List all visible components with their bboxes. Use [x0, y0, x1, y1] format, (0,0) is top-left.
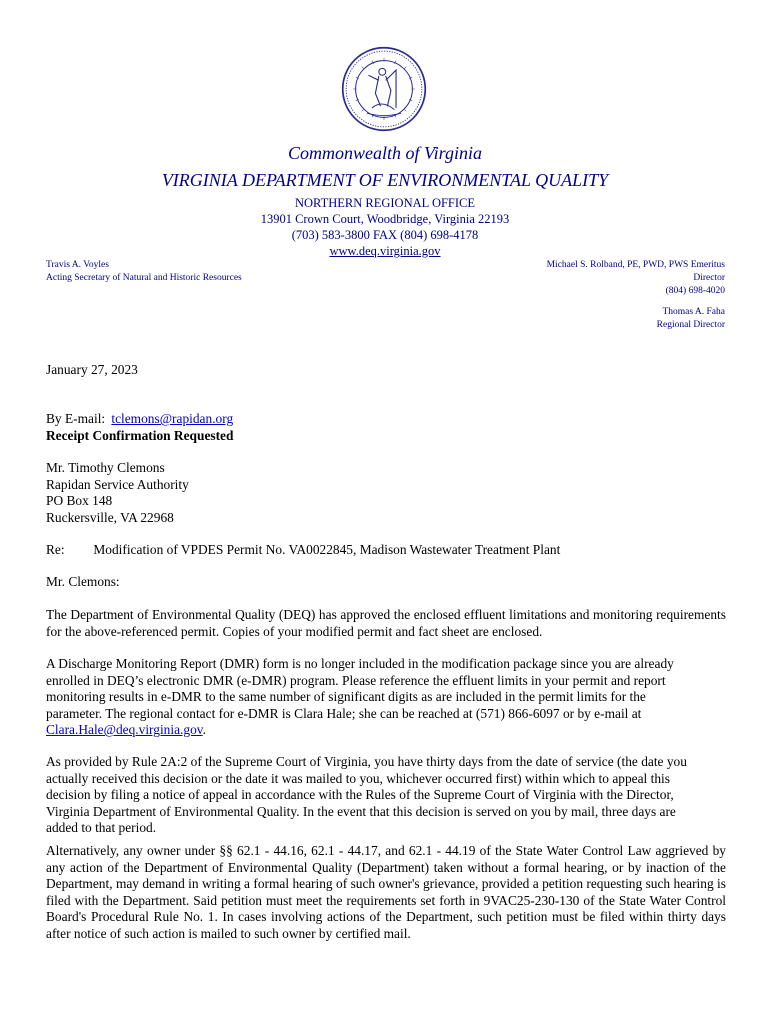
recipient-line: Ruckersville, VA 22968 [46, 509, 174, 525]
paragraph-dmr-line: parameter. The regional contact for e-DMR is Clara Hale; she can be reached at (571) 866-6097 or by e-mail at [46, 705, 642, 721]
recipient-line: PO Box 148 [46, 493, 113, 509]
header-address: 13901 Crown Court, Woodbridge, Virginia 22193 [260, 212, 510, 226]
re-text: Modification of VPDES Permit No. VA0022845, Madison Wastewater Treatment Plant [93, 542, 561, 557]
letter-date: January 27, 2023 [46, 362, 138, 377]
header-website-link[interactable]: www.deq.virginia.gov [329, 244, 441, 258]
salutation: Mr. Clemons: [46, 574, 120, 589]
recipient-line: Mr. Timothy Clemons [46, 460, 165, 475]
paragraph-dmr [46, 656, 726, 739]
paragraph-appeal-line: actually received this decision or the date it was mailed to you, whichever occurred first) within which to appeal this [46, 770, 670, 786]
clara-hale-email-link[interactable]: Clara.Hale@deq.virginia.gov [46, 722, 203, 738]
header-department: VIRGINIA DEPARTMENT OF ENVIRONMENTAL QUALITY [161, 170, 609, 190]
virginia-state-seal-icon [341, 46, 427, 132]
recipient-address [46, 460, 726, 526]
paragraph-appeal-line: As provided by Rule 2A:2 of the Supreme Court of Virginia, you have thirty days from the date of service (the date you [46, 754, 687, 769]
secretary-block [46, 259, 242, 285]
by-email-label: By E-mail: [46, 411, 106, 426]
recipient-line: Rapidan Service Authority [46, 476, 189, 492]
regional-director-title: Regional Director [656, 320, 725, 330]
period: . [202, 722, 206, 738]
header-commonwealth: Commonwealth of Virginia [287, 143, 482, 163]
director-phone: (804) 698-4020 [665, 286, 725, 296]
paragraph-appeal-line: Virginia Department of Environmental Quality. In the event that this decision is served on you by mail, three days are [46, 803, 676, 819]
secretary-name: Travis A. Voyles [46, 260, 109, 270]
subject-line [46, 542, 726, 559]
receipt-confirmation: Receipt Confirmation Requested [46, 428, 234, 443]
paragraph-approval: The Department of Environmental Quality (DEQ) has approved the enclosed effluent limitations and monitoring requirements for the above-referenced permit. Copies of your modified permit and fact sheet are enclosed. [46, 607, 726, 639]
paragraph-appeal-line: added to that period. [46, 820, 157, 836]
paragraph-appeal-line: decision by filing a notice of appeal in accordance with the Rules of the Supreme Court of Virginia with the Director, [46, 787, 674, 803]
director-title: Director [693, 273, 725, 283]
recipient-email-link[interactable]: tclemons@rapidan.org [111, 411, 234, 426]
paragraph-dmr-line: A Discharge Monitoring Report (DMR) form is no longer included in the modification package since you are already [46, 656, 674, 671]
header-office: NORTHERN REGIONAL OFFICE [294, 196, 476, 210]
paragraph-dmr-line [46, 722, 726, 739]
email-line [46, 411, 726, 428]
re-label: Re: [46, 542, 65, 557]
header-phone-fax: (703) 583-3800 FAX (804) 698-4178 [291, 228, 479, 242]
director-name: Michael S. Rolband, PE, PWD, PWS Emeritus [546, 260, 725, 270]
regional-director-block [657, 306, 725, 332]
paragraph-formal-hearing: Alternatively, any owner under §§ 62.1 - 44.16, 62.1 - 44.17, and 62.1 - 44.19 of the State Water Control Law aggrieved by any action of the Department of Environmental Quality (Department) taken without a formal hearing, or by inaction of the Department, may demand in writing a formal hearing of such owner's grievance, provided a petition requesting such hearing is filed with the Department. Said petition must meet the requirements set forth in 9VAC25-230-130 of the State Water Control Board's Procedural Rule No. 1. In cases involving actions of the Department, such petition must be filed within thirty days after notice of such action is mailed to such owner by certified mail. [46, 843, 726, 941]
paragraph-appeal [46, 754, 726, 837]
director-block [547, 259, 725, 298]
paragraph-dmr-line: enrolled in DEQ’s electronic DMR (e-DMR) program. Please reference the effluent limits in your permit and report [46, 672, 666, 688]
secretary-title: Acting Secretary of Natural and Historic Resources [46, 273, 242, 283]
paragraph-dmr-line: monitoring results in e-DMR to the same number of significant digits as are included in the permit limits for the [46, 689, 646, 705]
regional-director-name: Thomas A. Faha [662, 307, 725, 317]
